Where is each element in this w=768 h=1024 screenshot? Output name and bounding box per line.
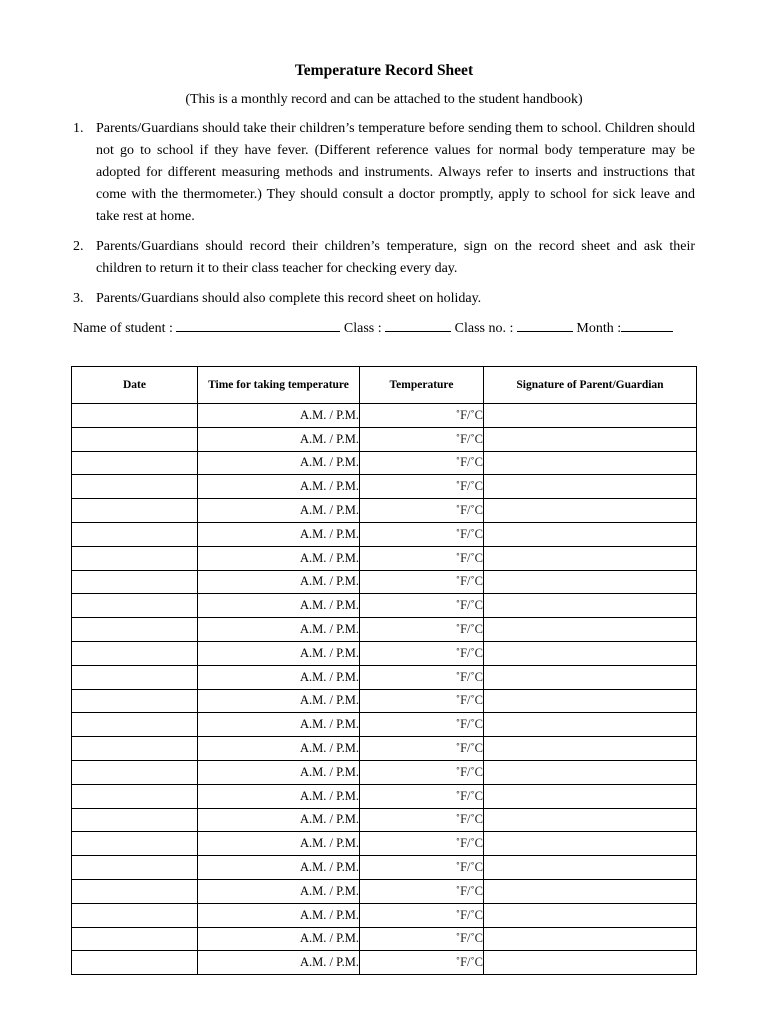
date-cell[interactable] <box>72 784 198 808</box>
date-cell[interactable] <box>72 475 198 499</box>
table-row <box>72 808 697 832</box>
signature-cell[interactable] <box>484 903 697 927</box>
table-row <box>72 570 697 594</box>
date-cell[interactable] <box>72 618 198 642</box>
table-row <box>72 784 697 808</box>
class-no-label: Class no. : <box>454 321 514 336</box>
instructions-list <box>73 118 695 318</box>
time-cell: A.M. / P.M. <box>198 499 360 523</box>
student-name-field[interactable] <box>176 318 340 332</box>
temperature-cell: ˚F/˚C <box>360 570 484 594</box>
table-row <box>72 641 697 665</box>
time-cell: A.M. / P.M. <box>198 427 360 451</box>
time-cell: A.M. / P.M. <box>198 522 360 546</box>
table-row <box>72 475 697 499</box>
time-cell: A.M. / P.M. <box>198 451 360 475</box>
table-row <box>72 737 697 761</box>
student-name-label: Name of student : <box>73 321 173 336</box>
signature-cell[interactable] <box>484 618 697 642</box>
date-cell[interactable] <box>72 832 198 856</box>
header-date: Date <box>72 367 198 404</box>
temperature-cell: ˚F/˚C <box>360 737 484 761</box>
signature-cell[interactable] <box>484 451 697 475</box>
date-cell[interactable] <box>72 427 198 451</box>
signature-cell[interactable] <box>484 927 697 951</box>
table-row <box>72 689 697 713</box>
temperature-cell: ˚F/˚C <box>360 832 484 856</box>
temperature-cell: ˚F/˚C <box>360 451 484 475</box>
time-cell: A.M. / P.M. <box>198 832 360 856</box>
signature-cell[interactable] <box>484 665 697 689</box>
table-row <box>72 879 697 903</box>
time-cell: A.M. / P.M. <box>198 594 360 618</box>
date-cell[interactable] <box>72 499 198 523</box>
signature-cell[interactable] <box>484 427 697 451</box>
date-cell[interactable] <box>72 737 198 761</box>
temperature-cell: ˚F/˚C <box>360 951 484 975</box>
time-cell: A.M. / P.M. <box>198 546 360 570</box>
instruction-number: 2. <box>73 239 84 254</box>
student-info-fields <box>73 318 713 337</box>
temperature-cell: ˚F/˚C <box>360 665 484 689</box>
table-row <box>72 713 697 737</box>
signature-cell[interactable] <box>484 808 697 832</box>
temperature-cell: ˚F/˚C <box>360 713 484 737</box>
time-cell: A.M. / P.M. <box>198 784 360 808</box>
signature-cell[interactable] <box>484 760 697 784</box>
signature-cell[interactable] <box>484 546 697 570</box>
page-subtitle: (This is a monthly record and can be attached to the student handbook) <box>185 92 583 107</box>
table-row <box>72 760 697 784</box>
table-row <box>72 951 697 975</box>
instruction-text: Parents/Guardians should also complete this record sheet on holiday. <box>96 291 482 306</box>
date-cell[interactable] <box>72 404 198 428</box>
header-time: Time for taking temperature <box>198 367 360 404</box>
date-cell[interactable] <box>72 856 198 880</box>
temperature-cell: ˚F/˚C <box>360 475 484 499</box>
date-cell[interactable] <box>72 522 198 546</box>
page-title: Temperature Record Sheet <box>294 62 474 79</box>
instruction-item <box>73 236 695 280</box>
temperature-cell: ˚F/˚C <box>360 594 484 618</box>
time-cell: A.M. / P.M. <box>198 879 360 903</box>
date-cell[interactable] <box>72 951 198 975</box>
signature-cell[interactable] <box>484 879 697 903</box>
temperature-cell: ˚F/˚C <box>360 927 484 951</box>
instruction-number: 3. <box>73 291 84 306</box>
time-cell: A.M. / P.M. <box>198 689 360 713</box>
time-cell: A.M. / P.M. <box>198 641 360 665</box>
instruction-number: 1. <box>73 121 84 136</box>
signature-cell[interactable] <box>484 784 697 808</box>
time-cell: A.M. / P.M. <box>198 951 360 975</box>
date-cell[interactable] <box>72 927 198 951</box>
signature-cell[interactable] <box>484 499 697 523</box>
table-row <box>72 546 697 570</box>
table-row <box>72 594 697 618</box>
month-label: Month : <box>576 321 622 336</box>
table-row <box>72 665 697 689</box>
date-cell[interactable] <box>72 760 198 784</box>
temperature-cell: ˚F/˚C <box>360 784 484 808</box>
signature-cell[interactable] <box>484 522 697 546</box>
class-label: Class : <box>343 321 382 336</box>
signature-cell[interactable] <box>484 951 697 975</box>
time-cell: A.M. / P.M. <box>198 760 360 784</box>
temperature-cell: ˚F/˚C <box>360 856 484 880</box>
time-cell: A.M. / P.M. <box>198 618 360 642</box>
signature-cell[interactable] <box>484 856 697 880</box>
table-row <box>72 427 697 451</box>
temperature-cell: ˚F/˚C <box>360 903 484 927</box>
class-no-field[interactable] <box>517 318 573 332</box>
date-cell[interactable] <box>72 689 198 713</box>
table-row <box>72 499 697 523</box>
table-body <box>72 404 697 975</box>
table-row <box>72 832 697 856</box>
temperature-record-table <box>71 366 697 975</box>
time-cell: A.M. / P.M. <box>198 903 360 927</box>
date-cell[interactable] <box>72 594 198 618</box>
time-cell: A.M. / P.M. <box>198 808 360 832</box>
table-row <box>72 618 697 642</box>
time-cell: A.M. / P.M. <box>198 475 360 499</box>
time-cell: A.M. / P.M. <box>198 856 360 880</box>
time-cell: A.M. / P.M. <box>198 713 360 737</box>
temperature-cell: ˚F/˚C <box>360 879 484 903</box>
table-row <box>72 451 697 475</box>
temperature-cell: ˚F/˚C <box>360 404 484 428</box>
date-cell[interactable] <box>72 641 198 665</box>
signature-cell[interactable] <box>484 713 697 737</box>
signature-cell[interactable] <box>484 641 697 665</box>
signature-cell[interactable] <box>484 475 697 499</box>
instruction-item <box>73 288 695 310</box>
temperature-cell: ˚F/˚C <box>360 641 484 665</box>
temperature-cell: ˚F/˚C <box>360 427 484 451</box>
signature-cell[interactable] <box>484 737 697 761</box>
instruction-text: Parents/Guardians should record their children’s temperature, sign on the record sheet and ask their children to return it to their class teacher for checking every day. <box>96 239 695 276</box>
signature-cell[interactable] <box>484 689 697 713</box>
temperature-cell: ˚F/˚C <box>360 499 484 523</box>
instruction-text: Parents/Guardians should take their children’s temperature before sending them to school. Children should not go to school if they have fever. (Different reference values for normal body temperature may be adopted for different measuring methods and instruments. Always refer to inserts and instructions that come with the thermometer.) They should consult a doctor promptly, apply to school for sick leave and take rest at home. <box>96 121 695 224</box>
table-row <box>72 856 697 880</box>
temperature-cell: ˚F/˚C <box>360 546 484 570</box>
instruction-item <box>73 118 695 228</box>
temperature-cell: ˚F/˚C <box>360 808 484 832</box>
temperature-cell: ˚F/˚C <box>360 760 484 784</box>
table-header-row <box>72 367 697 404</box>
date-cell[interactable] <box>72 879 198 903</box>
class-field[interactable] <box>385 318 451 332</box>
date-cell[interactable] <box>72 903 198 927</box>
signature-cell[interactable] <box>484 832 697 856</box>
time-cell: A.M. / P.M. <box>198 927 360 951</box>
signature-cell[interactable] <box>484 594 697 618</box>
time-cell: A.M. / P.M. <box>198 570 360 594</box>
date-cell[interactable] <box>72 808 198 832</box>
temperature-cell: ˚F/˚C <box>360 522 484 546</box>
table-row <box>72 903 697 927</box>
signature-cell[interactable] <box>484 570 697 594</box>
month-field[interactable] <box>621 318 673 332</box>
date-cell[interactable] <box>72 451 198 475</box>
table-row <box>72 522 697 546</box>
time-cell: A.M. / P.M. <box>198 404 360 428</box>
temperature-cell: ˚F/˚C <box>360 689 484 713</box>
table-row <box>72 927 697 951</box>
temperature-cell: ˚F/˚C <box>360 618 484 642</box>
header-signature: Signature of Parent/Guardian <box>484 367 697 404</box>
date-cell[interactable] <box>72 570 198 594</box>
time-cell: A.M. / P.M. <box>198 665 360 689</box>
date-cell[interactable] <box>72 713 198 737</box>
date-cell[interactable] <box>72 546 198 570</box>
signature-cell[interactable] <box>484 404 697 428</box>
time-cell: A.M. / P.M. <box>198 737 360 761</box>
table-row <box>72 404 697 428</box>
header-temperature: Temperature <box>360 367 484 404</box>
date-cell[interactable] <box>72 665 198 689</box>
